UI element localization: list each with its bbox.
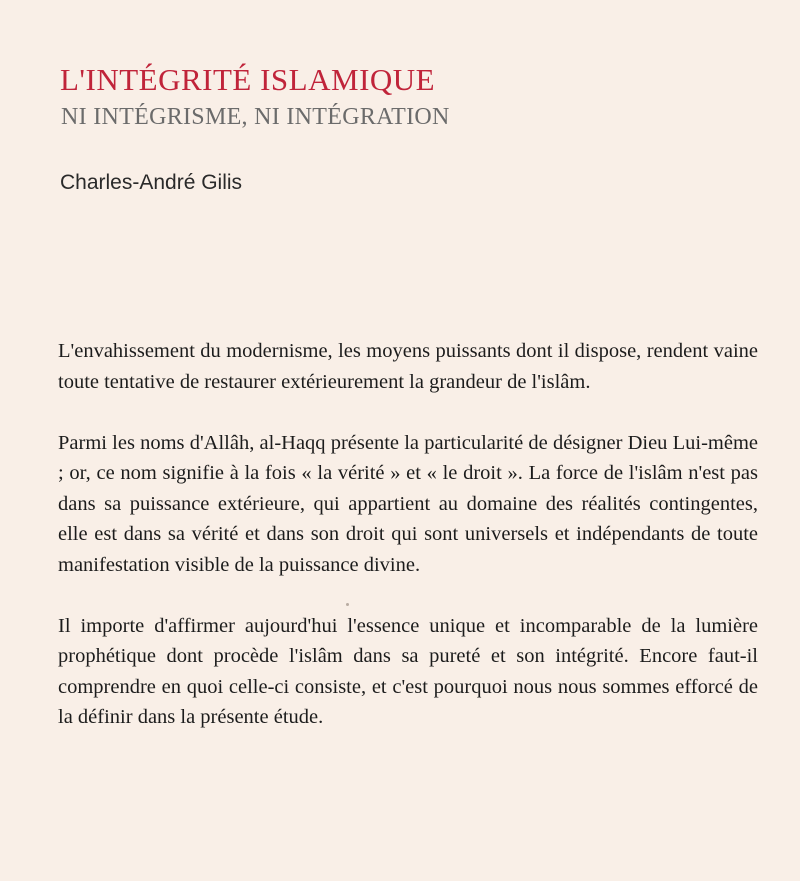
- blurb-paragraph-2: Parmi les noms d'Allâh, al-Haqq présente la particularité de désigner Dieu Lui-même ; or, ce nom signifie à la fois « la vérité » et « le droit ». La force de l'islâm n'est pas dans sa puissance extérieure, qui appartient au domaine des réalités contingentes, elle est dans sa vérité et dans son droit qui sont universels et indépendants de toute manifestation visible de la puissance divine.: [58, 431, 758, 576]
- book-author: Charles-André Gilis: [60, 171, 243, 194]
- blurb-paragraph-3: Il importe d'affirmer aujourd'hui l'essence unique et incomparable de la lumière prophétique dont procède l'islâm dans sa pureté et son intégrité. Encore faut-il comprendre en quoi celle-ci consiste, et c'est pourquoi nous nous sommes efforcé de la définir dans la présente étude.: [58, 614, 758, 728]
- book-subtitle: NI INTÉGRISME, NI INTÉGRATION: [61, 104, 450, 130]
- paper-speck: [346, 603, 349, 606]
- book-title: L'INTÉGRITÉ ISLAMIQUE: [60, 62, 436, 97]
- blurb-text: [58, 336, 758, 763]
- blurb-paragraph-1: L'envahissement du modernisme, les moyens puissants dont il dispose, rendent vaine toute tentative de restaurer extérieurement la grandeur de l'islâm.: [58, 340, 758, 393]
